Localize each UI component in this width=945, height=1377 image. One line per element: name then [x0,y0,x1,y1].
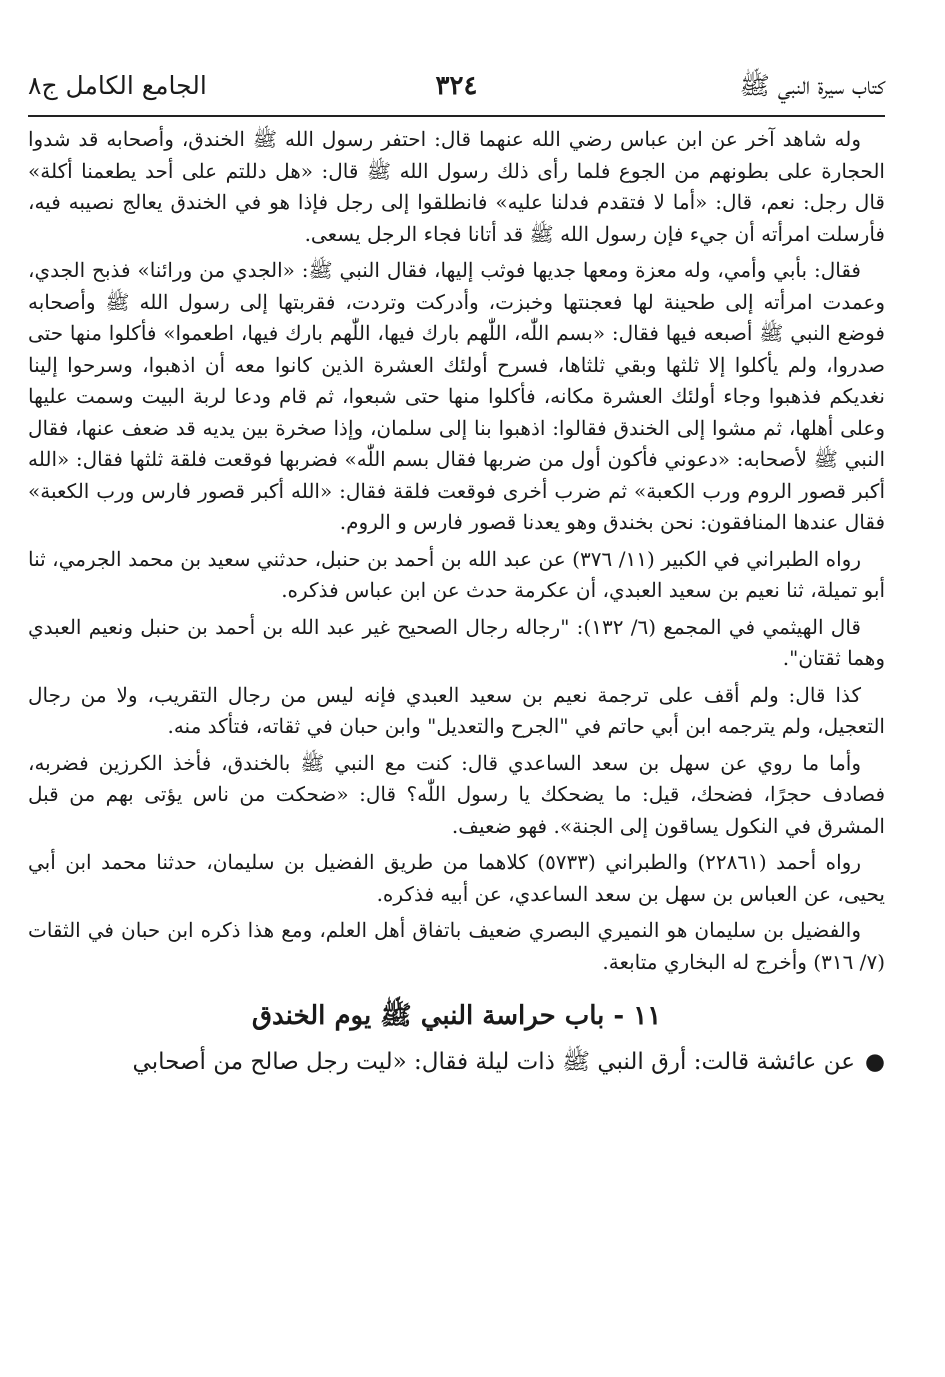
paragraph: رواه أحمد (٢٢٨٦١) والطبراني (٥٧٣٣) كلاهما من طريق الفضيل بن سليمان، حدثنا محمد ابن أبي يحيى، عن العباس بن سهل بن سعد الساعدي، عن أبيه فذكره. [28,850,885,906]
page-number: ٣٢٤ [435,71,478,101]
header-divider [28,115,885,117]
page-header [28,66,885,116]
paragraph: فقال: بأبي وأمي، وله معزة ومعها جديها فوثب إليها، فقال النبي ﷺ: «الجدي من ورائنا» فذبح الجدي، وعمدت امرأته إلى طحينة لها فعجنتها وخبزت، وأدركت وتردت، فقربتها إلى رسول الله ﷺ وأصحابه فوضع النبي ﷺ أصبعه فيها فقال: «بسم اللّٰه، اللّٰهم بارك فيها، اللّٰهم بارك فيها، اطعموا» فأكلوا منها حتى صدروا، ولم يأكلوا إلا ثلثها وبقي ثلثاها، فسرح أولئك العشرة الذين كانوا معه أن اذهبوا، وسرحوا إلينا نغديكم فذهبوا وجاء أولئك العشرة مكانه، فأكلوا منها حتى شبعوا، ثم قام ودعا لربة البيت وسمت عليها وعلى أهلها، ثم مشوا إلى الخندق فقالوا: اذهبوا بنا إلى سلمان، وإذا صخرة بين يديه قد ضعف عنها، فقال النبي ﷺ لأصحابه: «دعوني فأكون أول من ضربها فقال بسم اللّٰه» فضربها فوقعت فلقة ثلثها فقال: «الله أكبر قصور الروم ورب الكعبة» ثم ضرب أخرى فوقعت فلقة فقال: «الله أكبر قصور فارس ورب الكعبة» فقال عندها المنافقون: نحن بخندق وهو يعدنا قصور فارس و الروم. [28,258,885,534]
bullet-icon: ● [864,1049,885,1075]
paragraph: وله شاهد آخر عن ابن عباس رضي الله عنهما قال: احتفر رسول الله ﷺ الخندق، وأصحابه قد شدوا الحجارة على بطونهم من الجوع فلما رأى ذلك رسول الله ﷺ قال: «هل دللتم على أحد يطعمنا أكلة» قال رجل: نعم، قال: «أما لا فتقدم فدلنا عليه» فانطلقوا إلى رجل فإذا هو في الخندق يعالج نصيبه فيه، فأرسلت امرأته أن جيء فإن رسول الله ﷺ قد أتانا فجاء الرجل يسعى. [28,127,885,246]
paragraph: والفضيل بن سليمان هو النميري البصري ضعيف باتفاق أهل العلم، ومع هذا ذكره ابن حبان في الثقات (٧/ ٣١٦) وأخرج له البخاري متابعة. [28,918,885,974]
paragraph: وأما ما روي عن سهل بن سعد الساعدي قال: كنت مع النبي ﷺ بالخندق، فأخذ الكرزين فضربه، فصادف حجرًا، فضحك، قيل: ما يضحكك يا رسول اللّٰه؟ قال: «ضحكت من ناس يؤتى بهم من قبل المشرق في النكول يساقون إلى الجنة». فهو ضعيف. [28,750,885,838]
bullet-item [28,1044,885,1080]
paragraph: كذا قال: ولم أقف على ترجمة نعيم بن سعيد العبدي فإنه ليس من رجال التقريب، ولا من رجال التعجيل، ولم يترجمه ابن أبي حاتم في "الجرح والتعديل" وابن حبان في ثقاته، فتأكد منه. [28,682,885,738]
volume-title: الجامع الكامل ج٨ [28,71,207,100]
paragraph: قال الهيثمي في المجمع (٦/ ١٣٢): "رجاله رجال الصحيح غير عبد الله بن أحمد بن حنبل ونعيم العبدي وهما ثقتان". [28,614,885,670]
page-body [28,124,885,1080]
paragraph: رواه الطبراني في الكبير (١١/ ٣٧٦) عن عبد الله بن أحمد بن حنبل، حدثني سعيد بن محمد الجرمي، ثنا أبو تميلة، ثنا نعيم بن سعيد العبدي، أن عكرمة حدث عن ابن عباس فذكره. [28,546,885,602]
book-title: كتاب سيرة النبي ﷺ [739,71,885,100]
bullet-text: عن عائشة قالت: أرق النبي ﷺ ذات ليلة فقال: «ليت رجل صالح من أصحابي [132,1049,855,1075]
section-heading: ١١ - باب حراسة النبي ﷺ يوم الخندق [251,1001,662,1031]
